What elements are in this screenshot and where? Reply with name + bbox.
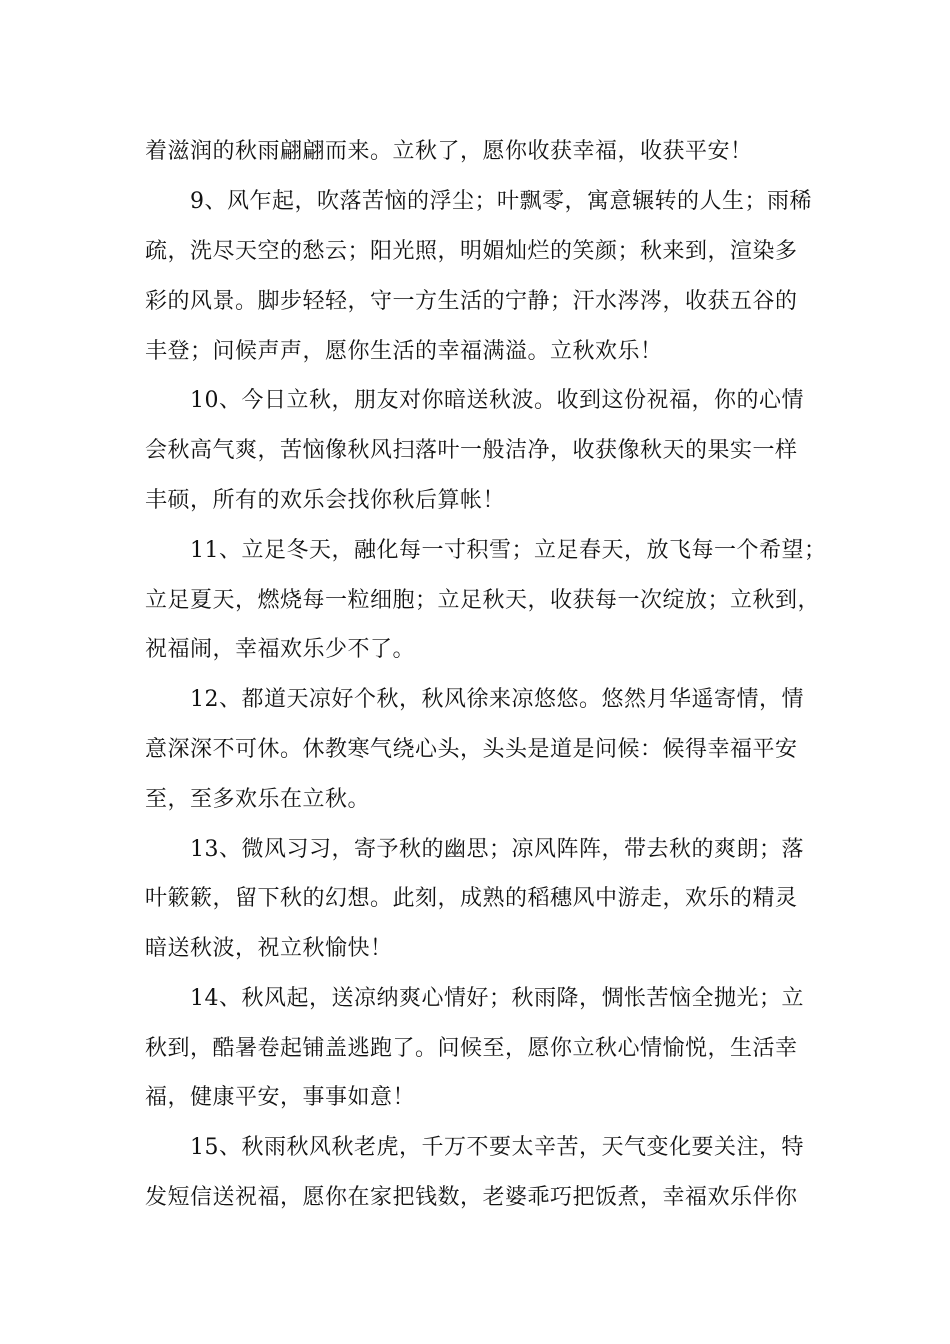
text-line: 着滋润的秋雨翩翩而来。立秋了，愿你收获幸福，收获平安！ <box>145 139 753 164</box>
text-line: 9、风乍起，吹落苦恼的浮尘；叶飘零，寓意辗转的人生；雨稀 <box>190 189 812 214</box>
text-line: 14、秋风起，送凉纳爽心情好；秋雨降，惆怅苦恼全抛光；立 <box>190 986 804 1011</box>
text-line: 立足夏天，燃烧每一粒细胞；立足秋天，收获每一次绽放；立秋到， <box>145 588 821 613</box>
text-line: 15、秋雨秋风秋老虎，千万不要太辛苦，天气变化要关注，特 <box>190 1135 804 1160</box>
text-line: 意深深不可休。休教寒气绕心头，头头是道是问候：候得幸福平安 <box>145 737 798 762</box>
text-line: 福，健康平安，事事如意！ <box>145 1085 416 1110</box>
text-line: 丰硕，所有的欢乐会找你秋后算帐！ <box>145 488 506 513</box>
text-line: 发短信送祝福，愿你在家把钱数，老婆乖巧把饭煮，幸福欢乐伴你 <box>145 1185 798 1210</box>
text-line: 11、立足冬天，融化每一寸积雪；立足春天，放飞每一个希望； <box>190 538 827 563</box>
text-line: 会秋高气爽，苦恼像秋风扫落叶一般洁净，收获像秋天的果实一样 <box>145 438 798 463</box>
text-line: 秋到，酷暑卷起铺盖逃跑了。问候至，愿你立秋心情愉悦，生活幸 <box>145 1036 798 1061</box>
text-line: 12、都道天凉好个秋，秋风徐来凉悠悠。悠然月华遥寄情，情 <box>190 687 804 712</box>
text-line: 丰登；问候声声，愿你生活的幸福满溢。立秋欢乐！ <box>145 339 663 364</box>
text-line: 10、今日立秋，朋友对你暗送秋波。收到这份祝福，你的心情 <box>190 388 804 413</box>
text-line: 至，至多欢乐在立秋。 <box>145 787 371 812</box>
text-line: 暗送秋波，祝立秋愉快！ <box>145 936 393 961</box>
text-line: 祝福闹，幸福欢乐少不了。 <box>145 637 416 662</box>
text-line: 叶簌簌，留下秋的幻想。此刻，成熟的稻穗风中游走，欢乐的精灵 <box>145 886 798 911</box>
text-line: 13、微风习习，寄予秋的幽思；凉风阵阵，带去秋的爽朗；落 <box>190 837 804 862</box>
text-line: 彩的风景。脚步轻轻，守一方生活的宁静；汗水涔涔，收获五谷的 <box>145 289 798 314</box>
text-line: 疏，洗尽天空的愁云；阳光照，明媚灿烂的笑颜；秋来到，渲染多 <box>145 239 798 264</box>
